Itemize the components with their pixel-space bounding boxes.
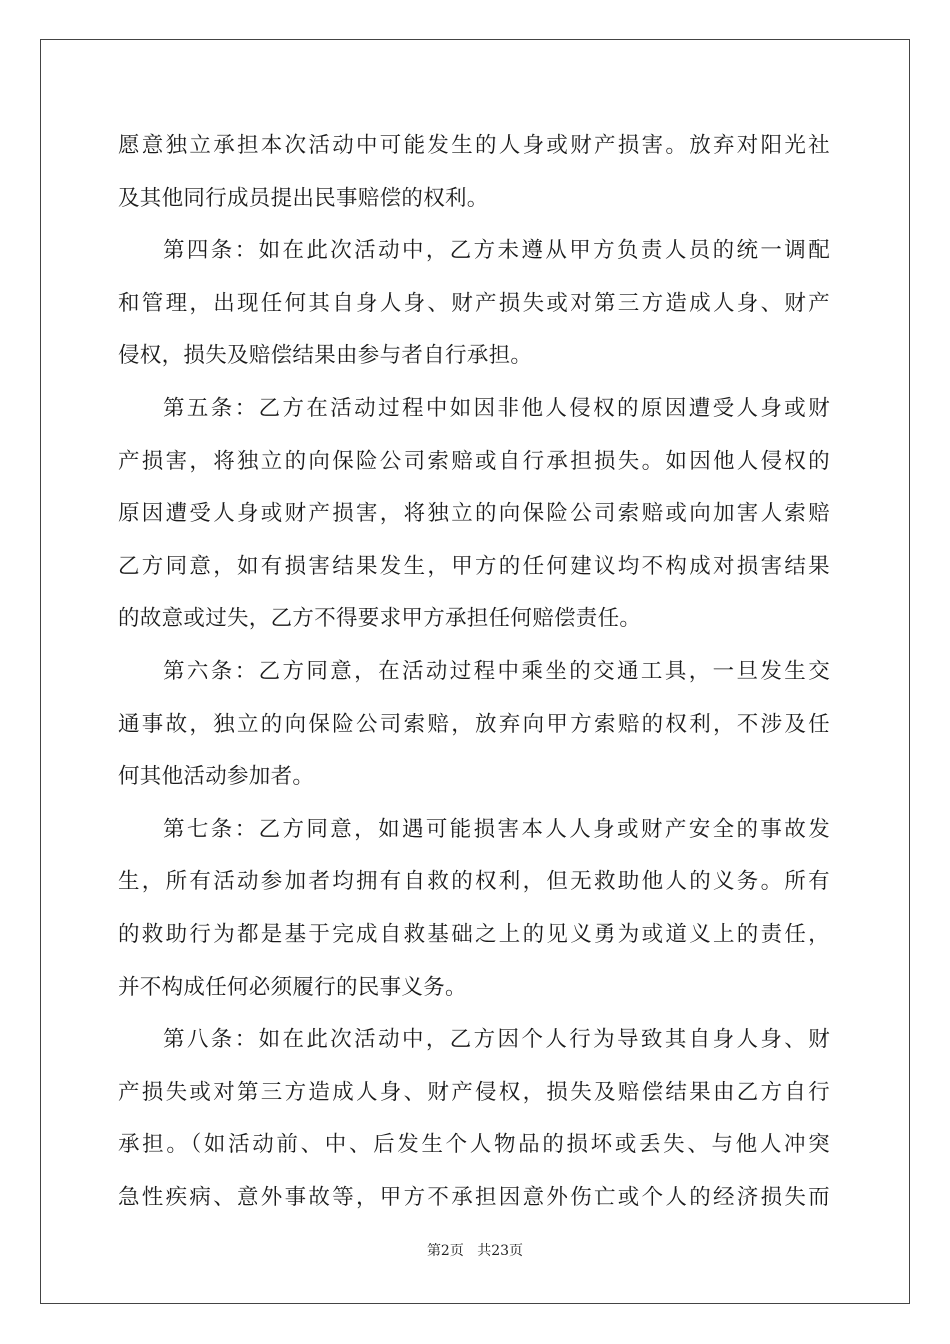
- text-line: 第八条：如在此次活动中，乙方因个人行为导致其自身人身、财: [163, 1027, 830, 1053]
- text-line: 的救助行为都是基于完成自救基础之上的见义勇为或道义上的责任，: [118, 921, 830, 947]
- text-line: 急性疾病、意外事故等，甲方不承担因意外伤亡或个人的经济损失而: [118, 1184, 830, 1210]
- text-line: 并不构成任何必须履行的民事义务。: [118, 974, 467, 1000]
- text-line: 通事故，独立的向保险公司索赔，放弃向甲方索赔的权利，不涉及任: [118, 711, 830, 737]
- text-line: 的故意或过失，乙方不得要求甲方承担任何赔偿责任。: [118, 606, 642, 632]
- text-line: 生，所有活动参加者均拥有自救的权利，但无救助他人的义务。所有: [118, 869, 830, 895]
- text-line: 愿意独立承担本次活动中可能发生的人身或财产损害。放弃对阳光社: [118, 133, 830, 158]
- text-line: 和管理，出现任何其自身人身、财产损失或对第三方造成人身、财产: [118, 290, 830, 316]
- text-line: 产损失或对第三方造成人身、财产侵权，损失及赔偿结果由乙方自行: [118, 1079, 830, 1105]
- page-footer: [0, 1240, 950, 1260]
- text-line: 承担。（如活动前、中、后发生个人物品的损坏或丢失、与他人冲突: [118, 1132, 830, 1158]
- text-line: 第四条：如在此次活动中，乙方未遵从甲方负责人员的统一调配: [163, 238, 830, 264]
- text-line: 及其他同行成员提出民事赔偿的权利。: [118, 185, 489, 211]
- text-line: 乙方同意，如有损害结果发生，甲方的任何建议均不构成对损害结果: [118, 553, 830, 579]
- text-line: 原因遭受人身或财产损害，将独立的向保险公司索赔或向加害人索赔: [118, 501, 830, 527]
- text-line: 第五条：乙方在活动过程中如因非他人侵权的原因遭受人身或财: [163, 395, 830, 421]
- document-body: [118, 120, 830, 1224]
- text-line: 第七条：乙方同意，如遇可能损害本人人身或财产安全的事故发: [163, 816, 830, 842]
- text-line: 何其他活动参加者。: [118, 764, 315, 790]
- page-number: 第2页: [426, 1243, 464, 1259]
- text-line: 侵权，损失及赔偿结果由参与者自行承担。: [118, 343, 533, 369]
- footer-separator: [464, 1243, 477, 1259]
- text-line: 产损害，将独立的向保险公司索赔或自行承担损失。如因他人侵权的: [118, 448, 830, 474]
- page-total: 共23页: [477, 1243, 524, 1259]
- text-line: 第六条：乙方同意，在活动过程中乘坐的交通工具，一旦发生交: [163, 658, 830, 684]
